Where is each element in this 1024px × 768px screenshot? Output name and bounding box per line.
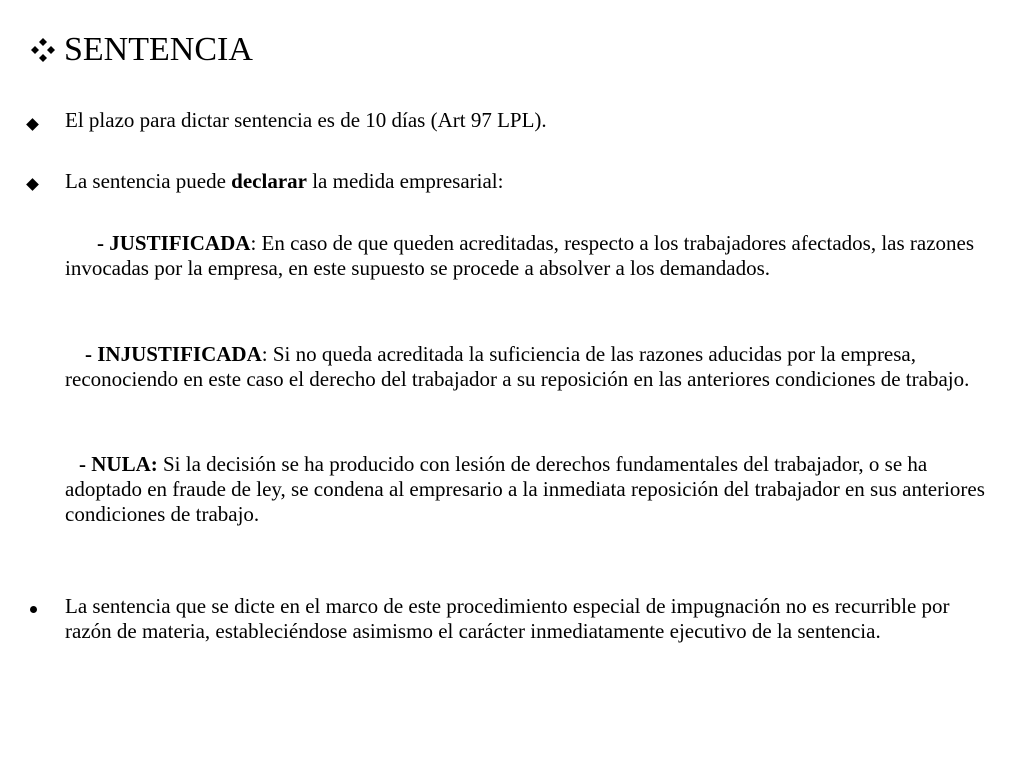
round-bullet-icon (28, 594, 37, 619)
bullet-declarar (65, 169, 995, 194)
paragraph-nula (65, 452, 995, 527)
paragraph-injustificada (65, 342, 995, 392)
paragraph-justificada (65, 231, 995, 281)
bullet-recurrible-text: La sentencia que se dicte en el marco de este procedimiento especial de impugnación no es recurrible por razón de materia, estableciéndose asimismo el carácter inmediatamente ejecutivo de la sentencia. (65, 594, 950, 643)
bullet-plazo-text: El plazo para dictar sentencia es de 10 días (Art 97 LPL). (65, 108, 547, 132)
slide-title: SENTENCIA (64, 31, 253, 68)
text-justificada: : En caso de que queden acreditadas, respecto a los trabajadores afectados, las razones invocadas por la empresa, en este supuesto se procede a absolver a los demandados. (65, 231, 975, 280)
bullet-declarar-after: la medida empresarial: (306, 169, 504, 193)
bullet-declarar-bold: declarar (231, 169, 307, 193)
diamond-bullet-icon (28, 170, 37, 195)
text-nula: Si la decisión se ha producido con lesión de derechos fundamentales del trabajador, o se ha adoptado en fraude de ley, se condena al empresario a la inmediata reposición del trabajador en sus anteriores condiciones de trabajo. (65, 452, 985, 526)
diamond-bullet-icon (28, 110, 37, 135)
slide-title-row (30, 30, 253, 70)
text-injustificada: : Si no queda acreditada la suficiencia de las razones aducidas por la empresa, reconociendo en este caso el derecho del trabajador a su reposición en las anteriores condiciones de trabajo. (65, 342, 970, 391)
label-justificada: - JUSTIFICADA (97, 231, 251, 255)
bullet-declarar-before: La sentencia puede (65, 169, 232, 193)
bullet-recurrible (65, 594, 995, 644)
bullet-plazo (65, 108, 995, 133)
label-nula: - NULA: (79, 452, 158, 476)
diamond-cluster-icon (30, 37, 56, 63)
label-injustificada: - INJUSTIFICADA (85, 342, 262, 366)
